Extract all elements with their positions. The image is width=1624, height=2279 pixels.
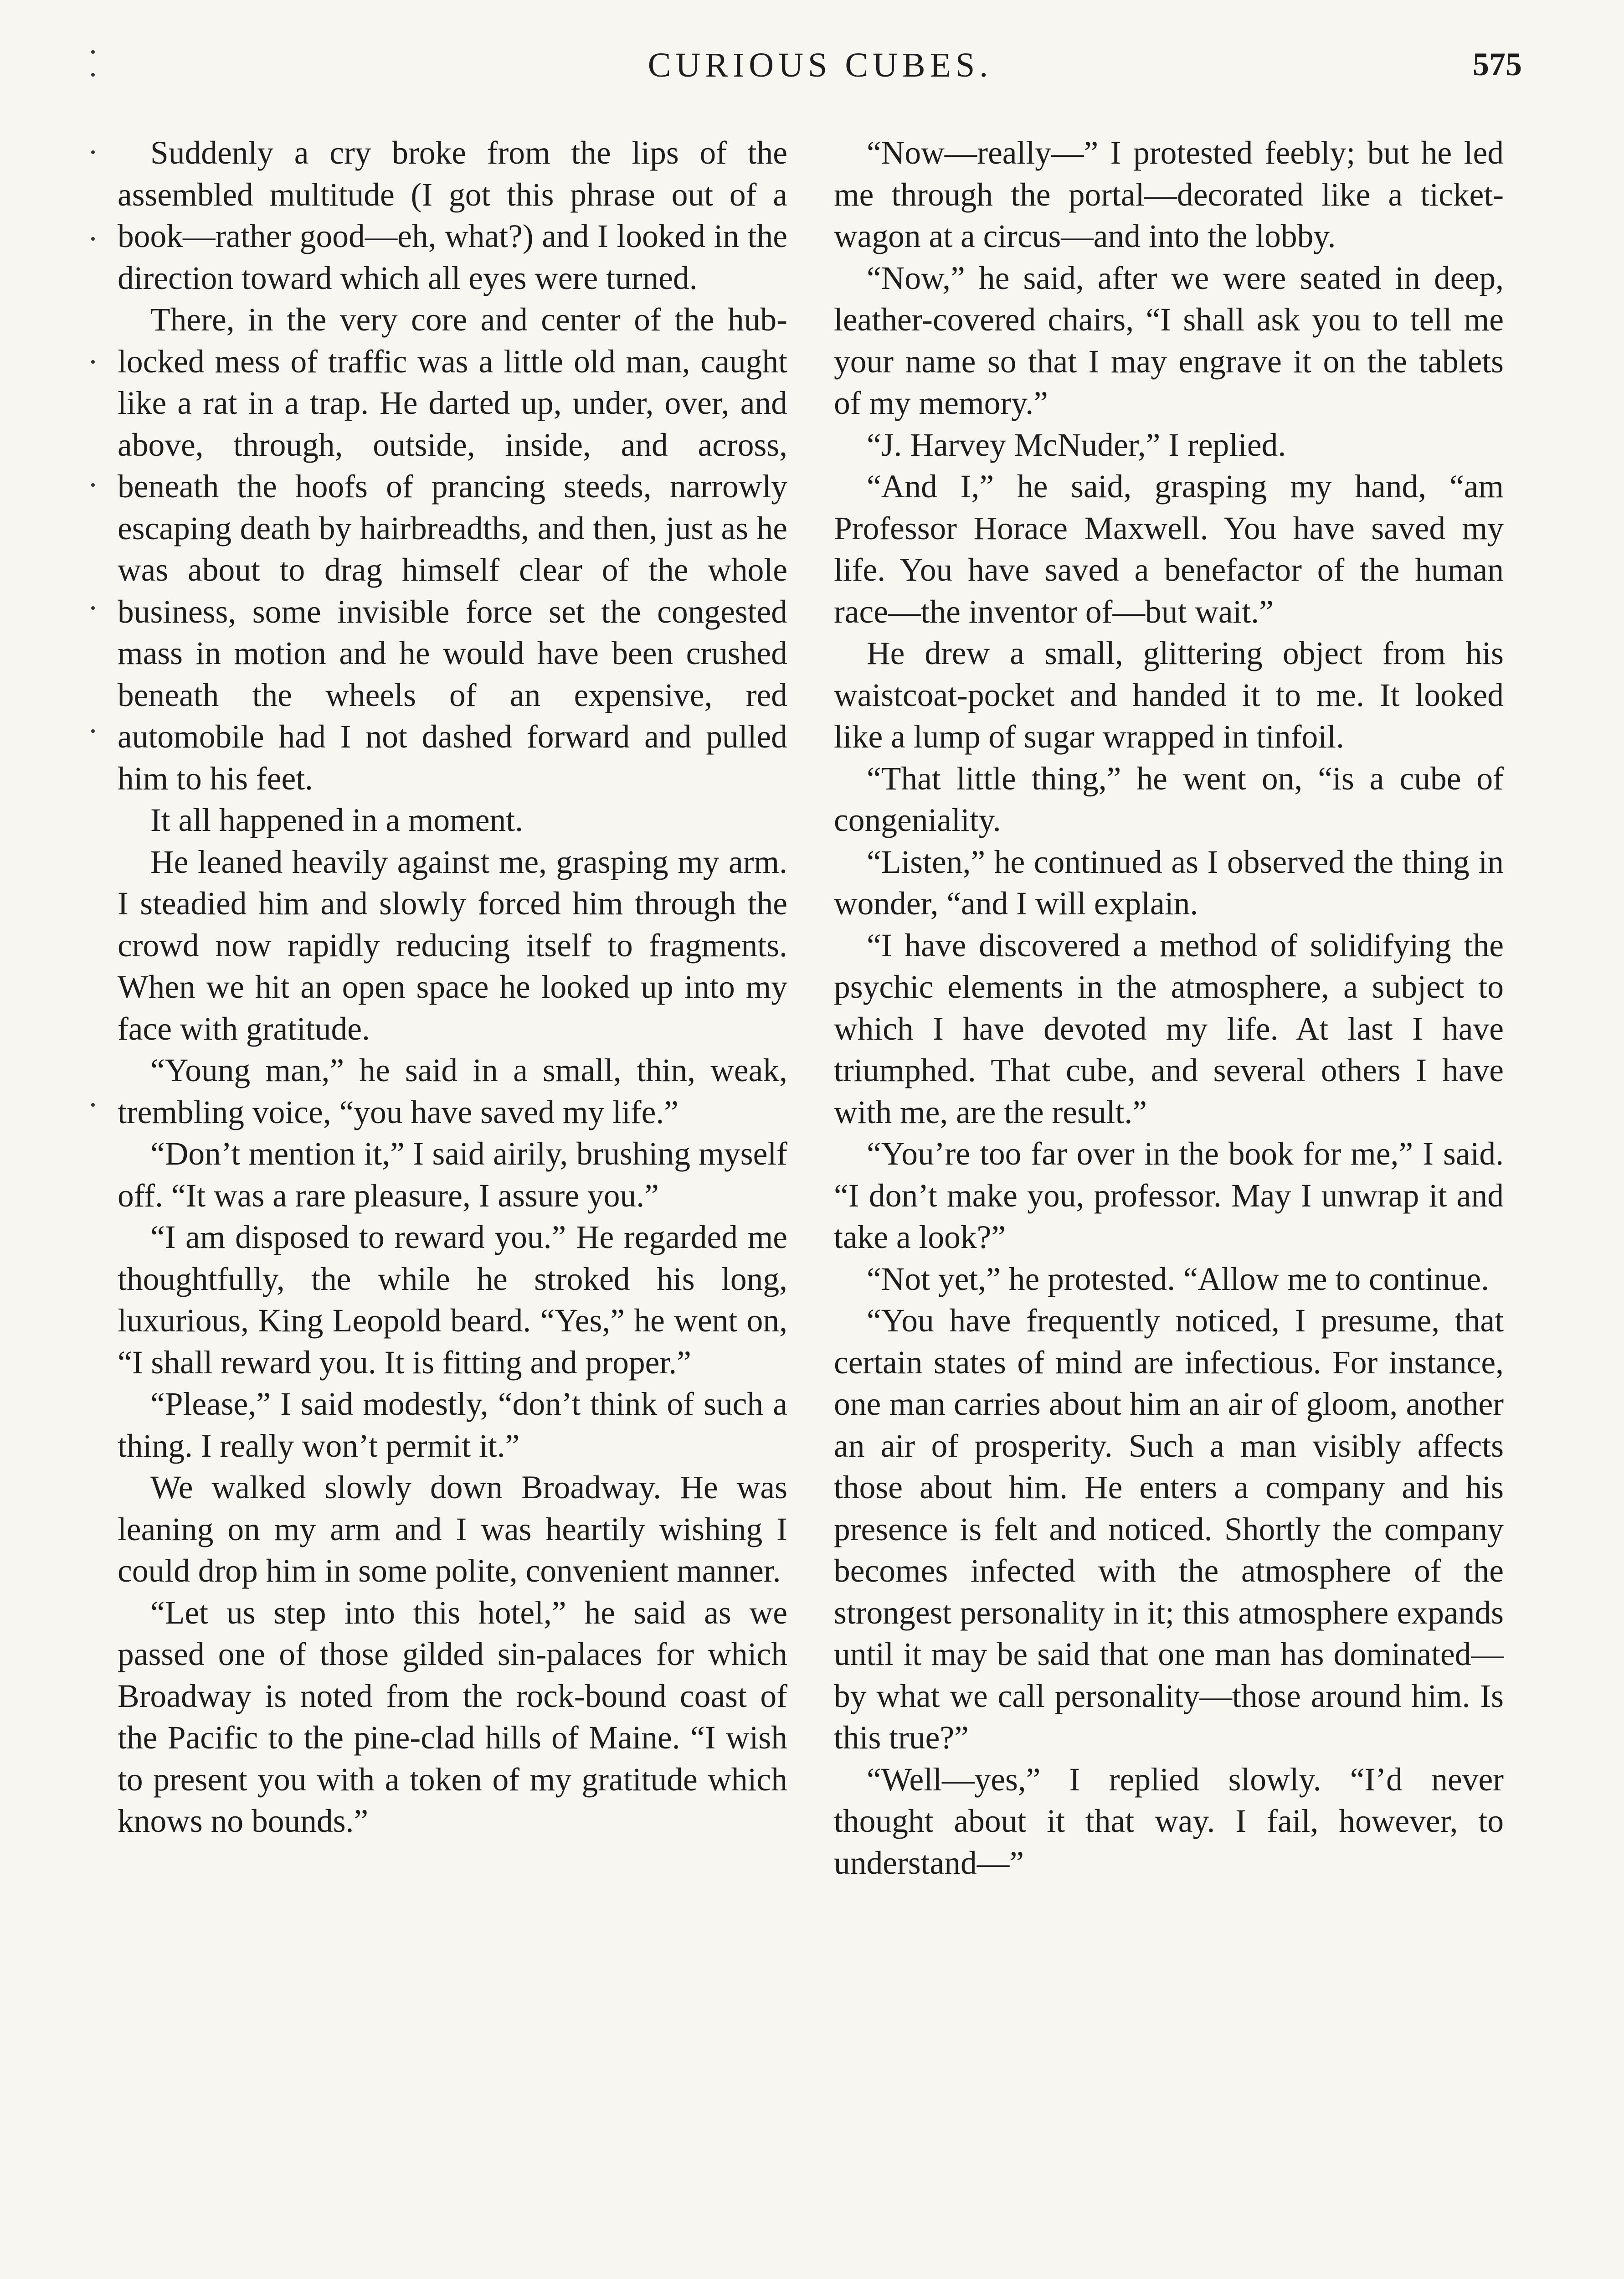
- paragraph: “And I,” he said, grasping my hand, “am Professor Horace Maxwell. You have saved my life. You have saved a benefactor of the human race—the inventor of—but wait.”: [834, 469, 1504, 630]
- paragraph: “That little thing,” he went on, “is a cube of congeniality.: [834, 760, 1504, 838]
- paragraph: “Please,” I said modestly, “don’t think of such a thing. I really won’t permit it.”: [118, 1386, 787, 1464]
- paragraph: “Not yet,” he protested. “Allow me to continue.: [867, 1261, 1490, 1297]
- paragraph: “Now,” he said, after we were seated in deep, leather-covered chairs, “I shall ask you to tell me your name so that I may engrave it on the tablets of my memory.”: [834, 260, 1504, 421]
- right-column: [834, 132, 1504, 1884]
- paragraph: “Listen,” he continued as I observed the thing in wonder, “and I will explain.: [834, 844, 1504, 922]
- paragraph: “You’re too far over in the book for me,” I said. “I don’t make you, professor. May I unwrap it and take a look?”: [834, 1136, 1504, 1255]
- page-header: [118, 41, 1522, 96]
- paragraph: It all happened in a moment.: [150, 802, 524, 838]
- paragraph: “You have frequently noticed, I presume, that certain states of mind are infectious. For instance, one man carries about him an air of gloom, another an air of prosperity. Such a man visibly affects those about him. He enters a company and his presence is felt and noticed. Shortly the company becomes infected with the atmosphere of the strongest personality in it; this atmosphere expands until it may be said that one man has dominated—by what we call personality—those around him. Is this true?”: [834, 1303, 1504, 1756]
- paragraph: He leaned heavily against me, grasping my arm. I steadied him and slowly forced him through the crowd now rapidly reducing itself to fragments. When we hit an open space he looked up into my face with gratitude.: [118, 844, 787, 1047]
- paragraph: “I am disposed to reward you.” He regarded me thoughtfully, the while he stroked his long, luxurious, King Leopold beard. “Yes,” he went on, “I shall reward you. It is fitting and proper.”: [118, 1219, 787, 1381]
- paragraph: He drew a small, glittering object from his waistcoat-pocket and handed it to me. It looked like a lump of sugar wrapped in tinfoil.: [834, 635, 1504, 755]
- paragraph: “Young man,” he said in a small, thin, weak, trembling voice, “you have saved my life.”: [118, 1052, 787, 1130]
- page-number: 575: [1473, 46, 1522, 82]
- paragraph: “J. Harvey McNuder,” I replied.: [867, 427, 1286, 463]
- paragraph: “Now—really—” I protested feebly; but he led me through the portal—decorated like a ticket-wagon at a circus—and into the lobby.: [834, 135, 1504, 254]
- margin-marks: [87, 46, 105, 1413]
- paragraph: Suddenly a cry broke from the lips of the assembled multitude (I got this phrase out of a book—rather good—eh, what?) and I looked in the direction toward which all eyes were turned.: [118, 135, 787, 296]
- paragraph: “Don’t mention it,” I said airily, brushing myself off. “It was a rare pleasure, I assure you.”: [118, 1136, 787, 1214]
- paragraph: There, in the very core and center of the hub-locked mess of traffic was a little old man, caught like a rat in a trap. He darted up, under, over, and above, through, outside, inside, and across, beneath the hoofs of prancing steeds, narrowly escaping death by hairbreadths, and then, just as he was about to drag himself clear of the whole business, some invisible force set the congested mass in motion and he would have been crushed beneath the wheels of an expensive, red automobile had I not dashed forward and pulled him to his feet.: [118, 302, 787, 797]
- paragraph: “I have discovered a method of solidifying the psychic elements in the atmosphere, a subject to which I have devoted my life. At last I have triumphed. That cube, and several others I have with me, are the result.”: [834, 927, 1504, 1130]
- paragraph: We walked slowly down Broadway. He was leaning on my arm and I was heartily wishing I could drop him in some polite, convenient manner.: [118, 1469, 787, 1589]
- left-column: [118, 132, 787, 1842]
- paragraph: “Well—yes,” I replied slowly. “I’d never thought about it that way. I fail, however, to understand—”: [834, 1761, 1504, 1881]
- paragraph: “Let us step into this hotel,” he said as we passed one of those gilded sin-palaces for which Broadway is noted from the rock-bound coast of the Pacific to the pine-clad hills of Maine. “I wish to present you with a token of my gratitude which knows no bounds.”: [118, 1594, 787, 1839]
- running-title: CURIOUS CUBES.: [648, 46, 993, 84]
